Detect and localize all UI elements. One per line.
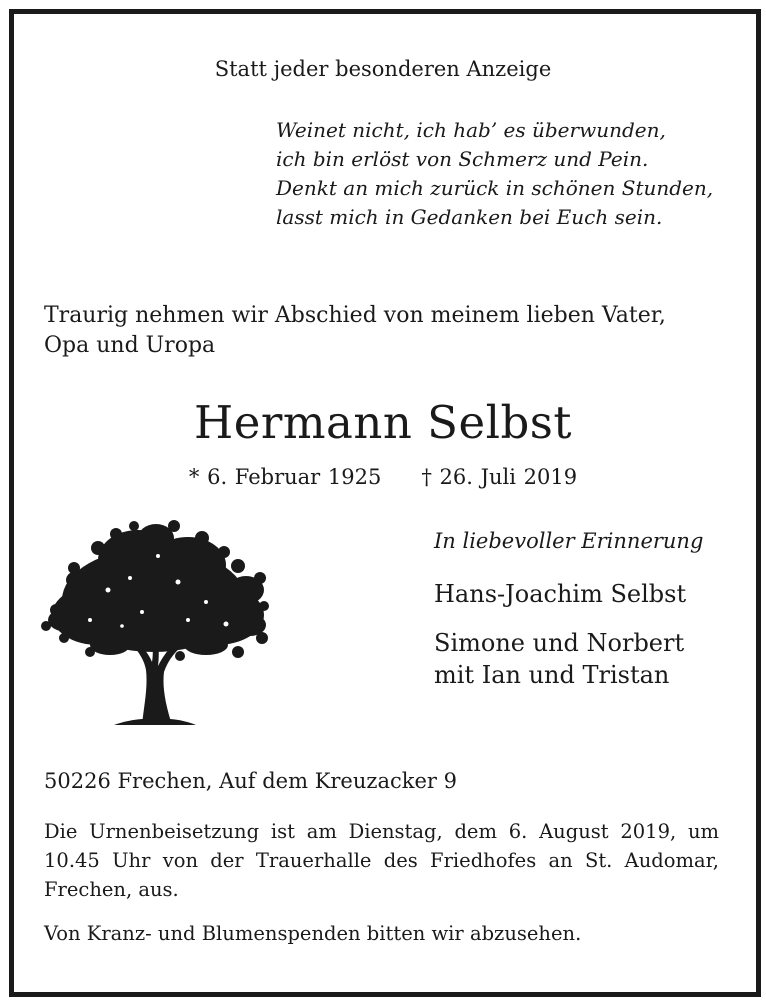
birth-date: * 6. Februar 1925 (188, 465, 382, 489)
funeral-line: 10.45 Uhr von der Trauerhalle des Friedhofes an St. Audomar, (44, 849, 719, 872)
life-dates (0, 465, 766, 489)
mourner-name: Hans-Joachim Selbst (434, 580, 687, 608)
death-date: † 26. Juli 2019 (421, 465, 578, 489)
poem-line: lasst mich in Gedanken bei Euch sein. (276, 205, 663, 229)
mourner-line: Simone und Norbert (434, 629, 685, 657)
tree-icon (38, 520, 270, 725)
intro-line: Opa und Uropa (44, 333, 216, 358)
poem-line: Denkt an mich zurück in schönen Stunden, (276, 176, 714, 200)
poem (276, 116, 713, 232)
intro-line: Traurig nehmen wir Abschied von meinem lieben Vater, (44, 303, 666, 328)
funeral-line: Frechen, aus. (44, 878, 179, 901)
funeral-line: Die Urnenbeisetzung ist am Dienstag, dem 6. August 2019, um (44, 820, 719, 843)
notice-header: Statt jeder besonderen Anzeige (214, 57, 552, 81)
address: 50226 Frechen, Auf dem Kreuzacker 9 (44, 769, 457, 793)
funeral-info (44, 817, 719, 904)
mourner-line: mit Ian und Tristan (434, 661, 670, 689)
deceased-name: Hermann Selbst (194, 396, 572, 449)
mourner-family (434, 627, 684, 691)
intro-text (44, 301, 666, 361)
poem-line: Weinet nicht, ich hab’ es überwunden, (276, 118, 666, 142)
memory-line: In liebevoller Erinnerung (434, 529, 704, 553)
flowers-note: Von Kranz- und Blumenspenden bitten wir abzusehen. (44, 922, 582, 945)
poem-line: ich bin erlöst von Schmerz und Pein. (276, 147, 649, 171)
